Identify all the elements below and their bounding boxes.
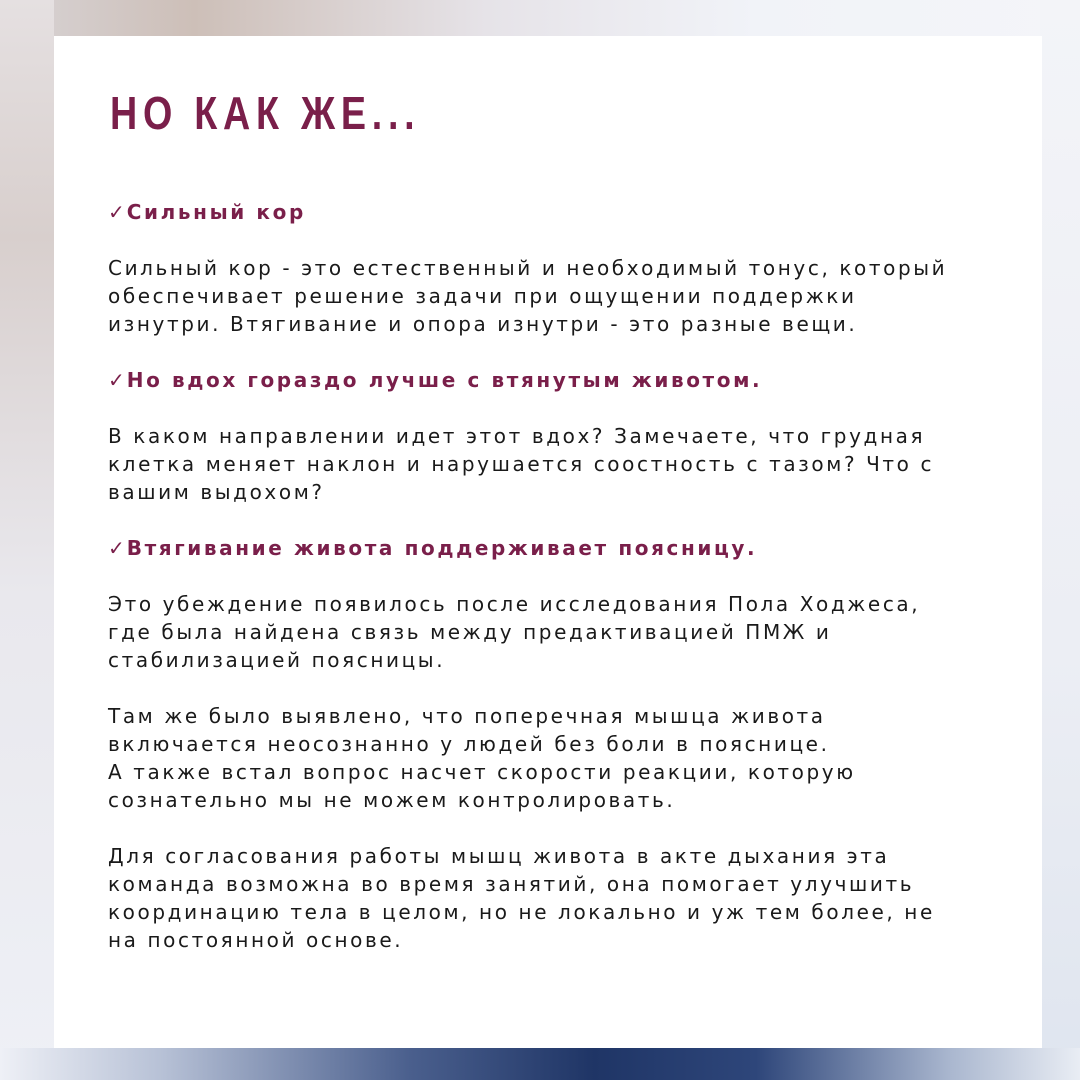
background-top-band	[0, 0, 1080, 36]
text-line: где была найдена связь между предактивацией ПМЖ и	[108, 620, 832, 644]
paragraph	[108, 590, 1008, 674]
check-icon: ✓	[108, 368, 125, 392]
page-title: НО КАК ЖЕ...	[110, 87, 421, 139]
background-right-band	[1040, 0, 1080, 1080]
article-body	[108, 198, 1008, 954]
background-left-band	[0, 0, 54, 1080]
check-icon: ✓	[108, 200, 125, 224]
text-line: координацию тела в целом, но не локально и уж тем более, не	[108, 900, 935, 924]
text-line: В каком направлении идет этот вдох? Замечаете, что грудная	[108, 424, 926, 448]
text-line: команда возможна во время занятий, она помогает улучшить	[108, 872, 915, 896]
section-heading-inhale	[108, 366, 1008, 394]
text-line: клетка меняет наклон и нарушается соостность с тазом? Что с	[108, 452, 935, 476]
check-icon: ✓	[108, 536, 125, 560]
paragraph	[108, 702, 1008, 814]
text-line: А также встал вопрос насчет скорости реакции, которую	[108, 760, 856, 784]
text-line: обеспечивает решение задачи при ощущении поддержки	[108, 284, 857, 308]
text-line: Там же было выявлено, что поперечная мышца живота	[108, 704, 826, 728]
text-line: вашим выдохом?	[108, 480, 325, 504]
text-line: изнутри. Втягивание и опора изнутри - это разные вещи.	[108, 312, 858, 336]
text-line: включается неосознанно у людей без боли в пояснице.	[108, 732, 830, 756]
section-heading-text: Сильный кор	[126, 200, 306, 224]
section-heading-lower-back	[108, 534, 1008, 562]
section-heading-text: Но вдох гораздо лучше с втянутым животом.	[126, 368, 763, 392]
background-bottom-band	[0, 1048, 1080, 1080]
text-line: Для согласования работы мышц живота в акте дыхания эта	[108, 844, 890, 868]
paragraph	[108, 254, 1008, 338]
text-line: на постоянной основе.	[108, 928, 404, 952]
paragraph	[108, 422, 1008, 506]
text-line: сознательно мы не можем контролировать.	[108, 788, 676, 812]
paragraph	[108, 842, 1008, 954]
section-heading-strong-core	[108, 198, 1008, 226]
text-line: Это убеждение появилось после исследования Пола Ходжеса,	[108, 592, 921, 616]
section-heading-text: Втягивание живота поддерживает поясницу.	[126, 536, 758, 560]
text-line: Сильный кор - это естественный и необходимый тонус, который	[108, 256, 948, 280]
text-line: стабилизацией поясницы.	[108, 648, 446, 672]
content-card	[54, 36, 1042, 1048]
